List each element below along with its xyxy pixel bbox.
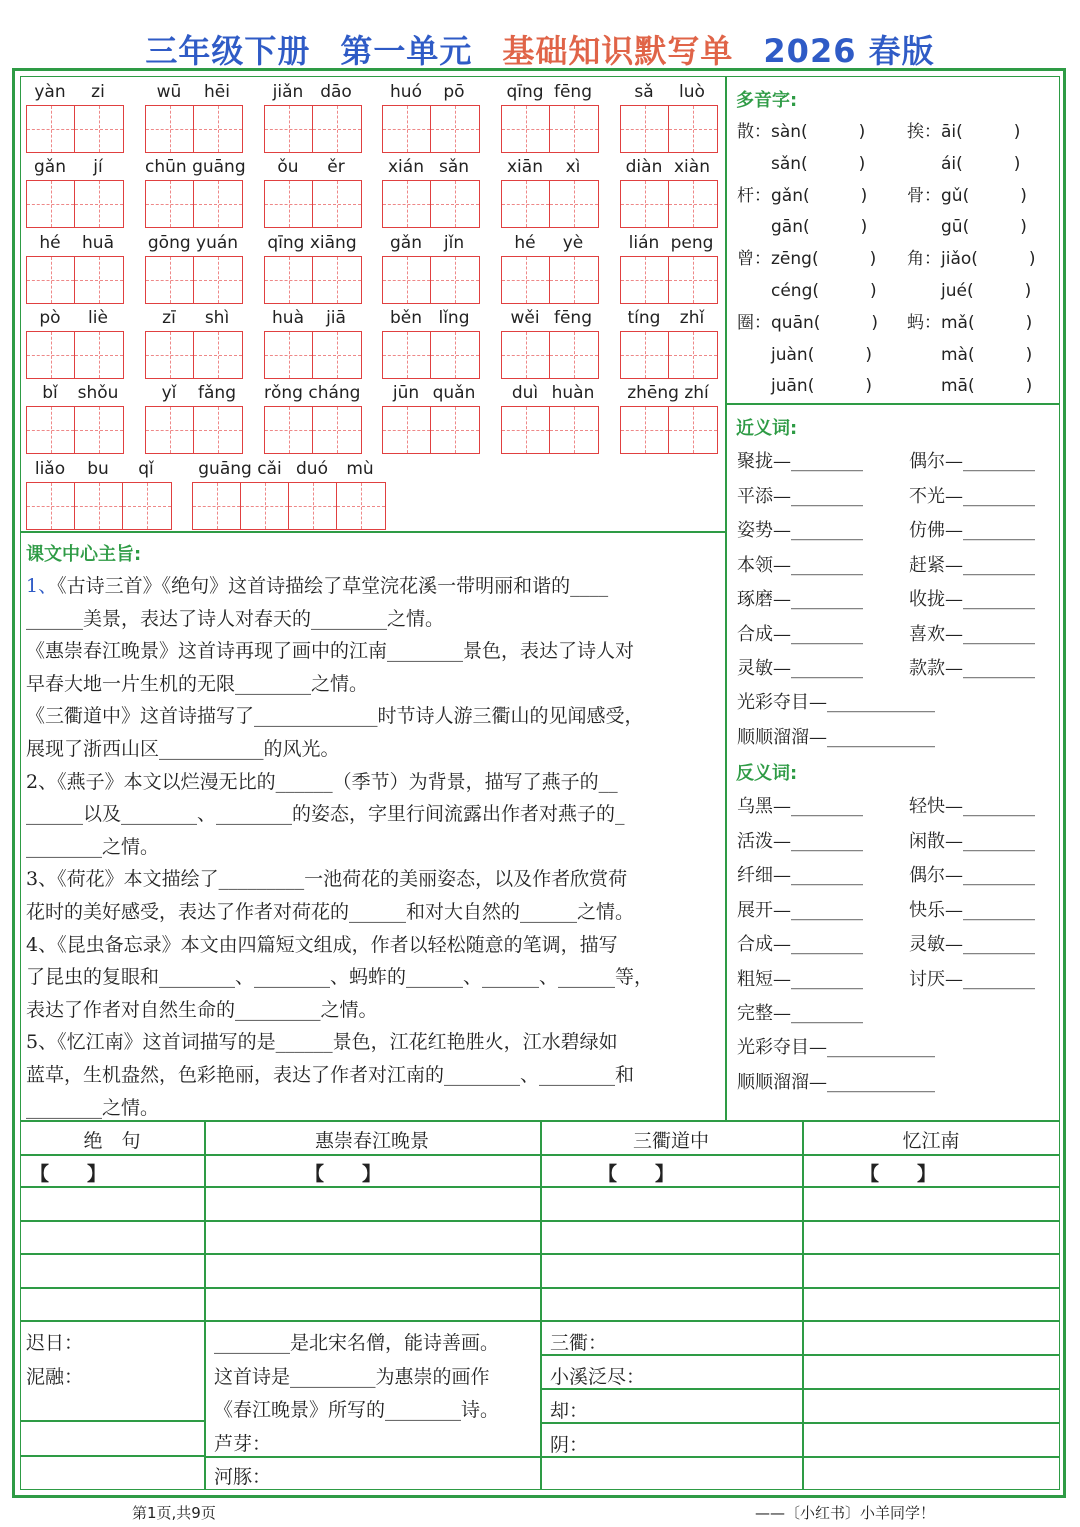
synonym-entry: 琢磨—________ bbox=[737, 589, 863, 610]
writing-cell[interactable] bbox=[265, 257, 313, 303]
theme-line: 了昆虫的复眼和________、________、蚂蚱的______、______、______等， bbox=[26, 966, 654, 989]
writing-grid[interactable] bbox=[264, 331, 362, 379]
writing-cell[interactable] bbox=[146, 332, 194, 378]
writing-cell[interactable] bbox=[289, 483, 337, 529]
writing-grid[interactable] bbox=[382, 256, 480, 304]
synonym-entry: 光彩夺目—____________ bbox=[737, 692, 935, 713]
writing-grid[interactable] bbox=[26, 256, 124, 304]
pinyin-label: qīng xiāng bbox=[267, 233, 357, 253]
writing-grid[interactable] bbox=[620, 256, 718, 304]
pinyin-label: quǎn bbox=[432, 383, 476, 403]
pinyin-label: zī bbox=[162, 308, 176, 328]
writing-grid[interactable] bbox=[382, 180, 480, 228]
divider-theme bbox=[20, 531, 726, 533]
notes-col-line bbox=[204, 1320, 206, 1490]
poem-blank-bracket[interactable]: 【 】 bbox=[305, 1163, 382, 1185]
writing-cell[interactable] bbox=[383, 332, 431, 378]
synonym-entry: 顺顺溜溜—____________ bbox=[737, 726, 935, 748]
pinyin-label: xián bbox=[388, 157, 424, 177]
synonym-entry: 合成—________ bbox=[737, 623, 863, 645]
writing-cell[interactable] bbox=[313, 257, 361, 303]
title-unit: 第一单元 bbox=[340, 32, 473, 70]
writing-cell[interactable] bbox=[550, 106, 598, 152]
pinyin-label: pō bbox=[443, 82, 465, 102]
polyphone-entry: 圈：quān( ) bbox=[737, 312, 879, 333]
notes-row-line bbox=[204, 1456, 540, 1458]
antonym-entry: 讨厌—________ bbox=[909, 968, 1035, 990]
writing-cell[interactable] bbox=[502, 106, 550, 152]
writing-cell[interactable] bbox=[194, 106, 242, 152]
antonym-entry: 灵敏—________ bbox=[909, 934, 1035, 955]
title-edition: 2026 春版 bbox=[763, 32, 935, 70]
synonym-entry: 喜欢—________ bbox=[909, 623, 1035, 645]
writing-grid[interactable] bbox=[145, 180, 243, 228]
pinyin-label: gǎn bbox=[390, 233, 422, 253]
pinyin-label: bu bbox=[87, 459, 109, 479]
pinyin-label: yè bbox=[562, 233, 584, 253]
writing-cell[interactable] bbox=[313, 332, 361, 378]
writing-cell[interactable] bbox=[550, 407, 598, 453]
pinyin-label: chūn guāng bbox=[145, 157, 246, 177]
writing-grid[interactable] bbox=[501, 256, 599, 304]
writing-cell[interactable] bbox=[27, 106, 75, 152]
polyphone-entry: mā( ) bbox=[907, 376, 1033, 397]
writing-cell[interactable] bbox=[241, 483, 289, 529]
polyphone-entry: 角：jiǎo( ) bbox=[907, 249, 1036, 270]
writing-cell[interactable] bbox=[431, 181, 479, 227]
theme-line: 早春大地一片生机的无限________之情。 bbox=[26, 672, 369, 695]
pinyin-label: liǎo bbox=[34, 459, 66, 479]
poem-header: 三衢道中 bbox=[632, 1130, 709, 1152]
theme-number: 1、 bbox=[26, 575, 58, 597]
poem-blank-bracket[interactable]: 【 】 bbox=[598, 1163, 675, 1185]
synonym-entry: 赶紧—________ bbox=[909, 554, 1035, 576]
writing-cell[interactable] bbox=[75, 257, 123, 303]
pinyin-label: lián bbox=[628, 233, 660, 253]
note-entry: 小溪泛尽： bbox=[550, 1366, 646, 1388]
writing-grid[interactable] bbox=[382, 406, 480, 454]
writing-cell[interactable] bbox=[337, 483, 385, 529]
writing-cell[interactable] bbox=[550, 181, 598, 227]
note-entry: 《春江晚景》所写的________诗。 bbox=[214, 1399, 500, 1421]
pinyin-label: wū bbox=[156, 82, 182, 102]
note-entry: 三衢： bbox=[550, 1332, 608, 1354]
pinyin-label: rǒng cháng bbox=[264, 383, 361, 403]
pinyin-label: yàn bbox=[34, 82, 66, 102]
writing-cell[interactable] bbox=[193, 483, 241, 529]
polyphone-entry: gū( ) bbox=[907, 217, 1027, 238]
notes-row-line bbox=[540, 1422, 1060, 1424]
theme-text: 《古诗三首》《绝句》这首诗描绘了草堂浣花溪一带明丽和谐的____ bbox=[57, 575, 609, 597]
synonyms-title: 近义词: bbox=[736, 418, 798, 439]
writing-grid[interactable] bbox=[382, 105, 480, 153]
polyphone-entry: 蚂：mǎ( ) bbox=[907, 312, 1033, 333]
note-entry: 迟日： bbox=[26, 1332, 84, 1354]
antonym-entry: 快乐—________ bbox=[909, 899, 1035, 921]
writing-cell[interactable] bbox=[431, 257, 479, 303]
poem-header: 忆江南 bbox=[902, 1130, 960, 1152]
theme-line: 表达了作者对自然生命的_________之情。 bbox=[26, 998, 378, 1021]
writing-grid[interactable] bbox=[501, 406, 599, 454]
writing-cell[interactable] bbox=[502, 257, 550, 303]
polyphone-entry: juàn( ) bbox=[737, 344, 872, 365]
note-entry: 阴： bbox=[550, 1434, 589, 1456]
writing-cell[interactable] bbox=[383, 407, 431, 453]
antonym-entry: 纤细—________ bbox=[737, 865, 863, 886]
pinyin-label: mù bbox=[346, 459, 374, 479]
synonym-entry: 不光—________ bbox=[909, 485, 1035, 507]
title-grade: 三年级下册 bbox=[145, 32, 311, 70]
writing-cell[interactable] bbox=[669, 257, 717, 303]
antonyms-title: 反义词: bbox=[736, 763, 798, 784]
antonym-entry: 顺顺溜溜—____________ bbox=[737, 1071, 935, 1093]
notes-col-line bbox=[540, 1320, 542, 1490]
theme-line: ______以及________、________的姿态，字里行间流露出作者对燕子的_ bbox=[26, 803, 625, 826]
polyphone-entry: mà( ) bbox=[907, 344, 1033, 365]
writing-grid[interactable] bbox=[620, 331, 718, 379]
table-row-line bbox=[20, 1253, 1060, 1255]
pinyin-label: běn bbox=[389, 308, 423, 328]
notes-col-line bbox=[802, 1320, 804, 1490]
synonym-entry: 灵敏—________ bbox=[737, 658, 863, 679]
table-row-line bbox=[20, 1186, 1060, 1188]
polyphone-entry: sǎn( ) bbox=[737, 153, 866, 174]
writing-cell[interactable] bbox=[621, 181, 669, 227]
pinyin-label: tíng bbox=[627, 308, 661, 328]
writing-cell[interactable] bbox=[669, 332, 717, 378]
notes-row-line bbox=[540, 1354, 1060, 1356]
writing-cell[interactable] bbox=[621, 332, 669, 378]
writing-cell[interactable] bbox=[383, 181, 431, 227]
polyphone-entry: 挨：āi( ) bbox=[907, 122, 1021, 142]
pinyin-label: hé bbox=[39, 233, 61, 253]
writing-cell[interactable] bbox=[27, 332, 75, 378]
note-entry: ________是北宋名僧，能诗善画。 bbox=[214, 1332, 500, 1354]
pinyin-label: huó bbox=[390, 82, 422, 102]
writing-cell[interactable] bbox=[75, 407, 123, 453]
theme-line: 3、《荷花》本文描绘了_________一池荷花的美丽姿态，以及作者欣赏荷 bbox=[26, 868, 628, 891]
theme-line: 花时的美好感受，表达了作者对荷花的______和对大自然的______之情。 bbox=[26, 901, 635, 923]
writing-cell[interactable] bbox=[146, 181, 194, 227]
pinyin-label: hēi bbox=[204, 82, 230, 102]
writing-cell[interactable] bbox=[550, 257, 598, 303]
pinyin-label: fēng bbox=[553, 82, 592, 102]
writing-grid[interactable] bbox=[26, 482, 172, 530]
pinyin-label: huà bbox=[272, 308, 304, 328]
synonym-entry: 姿势—________ bbox=[737, 520, 863, 541]
table-row-line bbox=[20, 1220, 1060, 1222]
theme-line: ________之情。 bbox=[26, 1096, 160, 1119]
writing-grid[interactable] bbox=[264, 180, 362, 228]
writing-cell[interactable] bbox=[431, 332, 479, 378]
writing-cell[interactable] bbox=[621, 257, 669, 303]
polyphone-title: 多音字: bbox=[736, 90, 798, 111]
theme-line: 5、《忆江南》这首词描写的是______景色，江花红艳胜火，江水碧绿如 bbox=[26, 1031, 618, 1054]
writing-grid[interactable] bbox=[264, 256, 362, 304]
theme-line bbox=[26, 571, 716, 598]
pinyin-label: ǒu bbox=[277, 157, 299, 177]
table-row-line bbox=[20, 1287, 1060, 1289]
polyphone-entry: 曾：zēng( ) bbox=[737, 249, 877, 270]
theme-line: ________之情。 bbox=[26, 835, 160, 858]
synonym-entry: 聚拢—________ bbox=[737, 451, 863, 472]
writing-cell[interactable] bbox=[313, 407, 361, 453]
writing-cell[interactable] bbox=[669, 106, 717, 152]
theme-line: 蓝草，生机盎然，色彩艳丽，表达了作者对江南的________、________和 bbox=[26, 1064, 635, 1086]
writing-cell[interactable] bbox=[27, 483, 75, 529]
antonym-entry: 合成—________ bbox=[737, 934, 863, 955]
polyphone-entry: ái( ) bbox=[907, 153, 1021, 174]
theme-line: 《三衢道中》这首诗描写了_____________时节诗人游三衢山的见闻感受， bbox=[26, 705, 644, 728]
antonym-entry: 闲散—________ bbox=[909, 830, 1035, 852]
antonym-entry: 乌黑—________ bbox=[737, 796, 863, 817]
pinyin-label: liè bbox=[88, 308, 108, 328]
polyphone-entry: 散：sàn( ) bbox=[737, 122, 866, 142]
pinyin-label: jí bbox=[93, 157, 103, 177]
writing-cell[interactable] bbox=[146, 106, 194, 152]
writing-cell[interactable] bbox=[621, 407, 669, 453]
writing-cell[interactable] bbox=[265, 106, 313, 152]
polyphone-entry: gān( ) bbox=[737, 217, 868, 238]
pinyin-label: ěr bbox=[327, 157, 345, 177]
writing-cell[interactable] bbox=[502, 332, 550, 378]
antonym-entry: 偶尔—________ bbox=[909, 865, 1035, 886]
pinyin-label: qǐ bbox=[138, 459, 154, 479]
writing-cell[interactable] bbox=[431, 407, 479, 453]
poem-header: 绝 句 bbox=[83, 1130, 141, 1152]
pinyin-label: lǐng bbox=[438, 308, 470, 328]
synonym-entry: 偶尔—________ bbox=[909, 451, 1035, 472]
writing-cell[interactable] bbox=[194, 407, 242, 453]
writing-cell[interactable] bbox=[27, 257, 75, 303]
writing-grid[interactable] bbox=[501, 105, 599, 153]
pinyin-label: sǎn bbox=[438, 157, 470, 177]
pinyin-label: sǎ bbox=[634, 82, 654, 102]
note-entry: 这首诗是_________为惠崇的画作 bbox=[214, 1365, 490, 1388]
pinyin-label: bǐ bbox=[42, 383, 58, 403]
notes-row-line bbox=[540, 1456, 1060, 1458]
note-entry: 泥融： bbox=[26, 1366, 84, 1388]
pinyin-label: gōng yuán bbox=[147, 233, 239, 253]
pinyin-label: duó bbox=[296, 459, 328, 479]
writing-grid[interactable] bbox=[264, 105, 362, 153]
writing-cell[interactable] bbox=[75, 106, 123, 152]
writing-grid[interactable] bbox=[145, 256, 243, 304]
writing-cell[interactable] bbox=[383, 106, 431, 152]
polyphone-entry: juān( ) bbox=[737, 376, 872, 397]
poem-blank-bracket[interactable]: 【 】 bbox=[860, 1163, 937, 1185]
antonym-entry: 光彩夺目—____________ bbox=[737, 1037, 935, 1058]
pinyin-label: fǎng bbox=[198, 383, 236, 403]
writing-cell[interactable] bbox=[75, 181, 123, 227]
writing-grid[interactable] bbox=[26, 180, 124, 228]
note-entry: 河豚： bbox=[214, 1466, 272, 1488]
polyphone-entry: jué( ) bbox=[907, 281, 1032, 301]
table-row-line bbox=[20, 1154, 1060, 1156]
pinyin-label: huā bbox=[82, 233, 114, 253]
pinyin-label: luò bbox=[679, 82, 705, 102]
pinyin-label: xì bbox=[565, 157, 581, 177]
polyphone-entry: céng( ) bbox=[737, 281, 877, 301]
pinyin-label: xiān bbox=[507, 157, 543, 177]
note-entry: 芦芽： bbox=[214, 1432, 272, 1455]
notes-row-line bbox=[20, 1455, 204, 1457]
synonym-entry: 收拢—________ bbox=[909, 589, 1035, 610]
synonym-entry: 仿佛—________ bbox=[909, 520, 1035, 541]
pinyin-label: duì bbox=[511, 383, 539, 403]
writing-cell[interactable] bbox=[383, 257, 431, 303]
pinyin-label: zi bbox=[91, 82, 105, 102]
synonym-entry: 本领—________ bbox=[737, 554, 863, 576]
pinyin-label: yǐ bbox=[161, 383, 177, 403]
pinyin-label: huàn bbox=[551, 383, 595, 403]
writing-grid[interactable] bbox=[501, 331, 599, 379]
writing-grid[interactable] bbox=[620, 180, 718, 228]
pinyin-label: diàn bbox=[625, 157, 663, 177]
pinyin-label: jiā bbox=[326, 308, 346, 328]
pinyin-label: jūn bbox=[392, 383, 420, 403]
writing-cell[interactable] bbox=[550, 332, 598, 378]
writing-cell[interactable] bbox=[194, 181, 242, 227]
antonym-entry: 轻快—________ bbox=[909, 796, 1035, 817]
writing-grid[interactable] bbox=[145, 331, 243, 379]
writing-cell[interactable] bbox=[27, 407, 75, 453]
writing-cell[interactable] bbox=[265, 332, 313, 378]
pinyin-label: jiǎn bbox=[272, 82, 304, 102]
pinyin-label: zhǐ bbox=[679, 308, 705, 328]
polyphone-entry: 杆：gǎn( ) bbox=[737, 185, 868, 206]
pinyin-label: shì bbox=[204, 308, 230, 328]
pinyin-label: shǒu bbox=[77, 383, 119, 403]
antonym-entry: 完整—________ bbox=[737, 1003, 863, 1024]
theme-line: ______美景，表达了诗人对春天的________之情。 bbox=[26, 607, 445, 630]
writing-grid[interactable] bbox=[620, 406, 718, 454]
writing-cell[interactable] bbox=[431, 106, 479, 152]
writing-grid[interactable] bbox=[501, 180, 599, 228]
antonym-entry: 展开—________ bbox=[737, 899, 863, 921]
poem-header: 惠崇春江晚景 bbox=[314, 1130, 429, 1152]
writing-cell[interactable] bbox=[313, 181, 361, 227]
pinyin-label: dāo bbox=[320, 82, 352, 102]
writing-cell[interactable] bbox=[194, 332, 242, 378]
synonym-entry: 平添—________ bbox=[737, 485, 863, 507]
writing-cell[interactable] bbox=[27, 181, 75, 227]
synonym-entry: 款款—________ bbox=[909, 658, 1035, 679]
page-number: 第1页,共9页 bbox=[132, 1504, 216, 1522]
writing-cell[interactable] bbox=[146, 407, 194, 453]
writing-grid[interactable] bbox=[264, 406, 362, 454]
writing-cell[interactable] bbox=[75, 483, 123, 529]
writing-cell[interactable] bbox=[265, 181, 313, 227]
page-title bbox=[0, 26, 1080, 72]
writing-grid[interactable] bbox=[26, 105, 124, 153]
antonym-entry: 活泼—________ bbox=[737, 830, 863, 852]
writing-grid[interactable] bbox=[26, 331, 124, 379]
writing-cell[interactable] bbox=[669, 407, 717, 453]
theme-line: 《惠崇春江晚景》这首诗再现了画中的江南________景色，表达了诗人对 bbox=[26, 640, 635, 663]
theme-line: 4、《昆虫备忘录》本文由四篇短文组成，作者以轻松随意的笔调，描写 bbox=[26, 933, 618, 956]
credit: ——〔小红书〕小羊同学！ bbox=[755, 1504, 936, 1522]
poem-blank-bracket[interactable]: 【 】 bbox=[30, 1163, 107, 1185]
antonym-entry: 粗短—________ bbox=[737, 968, 863, 990]
writing-cell[interactable] bbox=[621, 106, 669, 152]
pinyin-label: pò bbox=[39, 308, 61, 328]
writing-grid[interactable] bbox=[192, 482, 386, 530]
pinyin-label: fēng bbox=[553, 308, 592, 328]
writing-cell[interactable] bbox=[502, 181, 550, 227]
pinyin-label: wěi bbox=[510, 308, 540, 328]
writing-grid[interactable] bbox=[26, 406, 124, 454]
writing-cell[interactable] bbox=[669, 181, 717, 227]
pinyin-label: qīng bbox=[506, 82, 544, 102]
writing-grid[interactable] bbox=[620, 105, 718, 153]
title-kind: 基础知识默写单 bbox=[502, 32, 734, 70]
note-entry: 却： bbox=[550, 1400, 589, 1422]
pinyin-label: xiàn bbox=[674, 157, 710, 177]
polyphone-entry: 骨：gǔ( ) bbox=[907, 185, 1027, 206]
writing-grid[interactable] bbox=[145, 406, 243, 454]
pinyin-label: zhēng zhí bbox=[627, 383, 709, 403]
writing-cell[interactable] bbox=[194, 257, 242, 303]
writing-cell[interactable] bbox=[502, 407, 550, 453]
pinyin-label: hé bbox=[514, 233, 536, 253]
theme-line: 2、《燕子》本文以烂漫无比的______（季节）为背景，描写了燕子的__ bbox=[26, 770, 618, 793]
writing-grid[interactable] bbox=[382, 331, 480, 379]
divider-synonyms bbox=[726, 403, 1060, 405]
writing-cell[interactable] bbox=[75, 332, 123, 378]
pinyin-label: guāng cǎi bbox=[198, 459, 282, 479]
pinyin-label: peng bbox=[670, 233, 714, 253]
pinyin-label: gǎn bbox=[34, 157, 66, 177]
writing-grid[interactable] bbox=[145, 105, 243, 153]
writing-cell[interactable] bbox=[313, 106, 361, 152]
pinyin-label: jǐn bbox=[443, 233, 465, 253]
writing-cell[interactable] bbox=[123, 483, 171, 529]
theme-line: 展现了浙西山区___________的风光。 bbox=[26, 738, 340, 760]
theme-title: 课文中心主旨: bbox=[26, 544, 142, 565]
vertical-divider bbox=[725, 76, 727, 1121]
writing-cell[interactable] bbox=[146, 257, 194, 303]
writing-cell[interactable] bbox=[265, 407, 313, 453]
notes-row-line bbox=[20, 1420, 204, 1422]
